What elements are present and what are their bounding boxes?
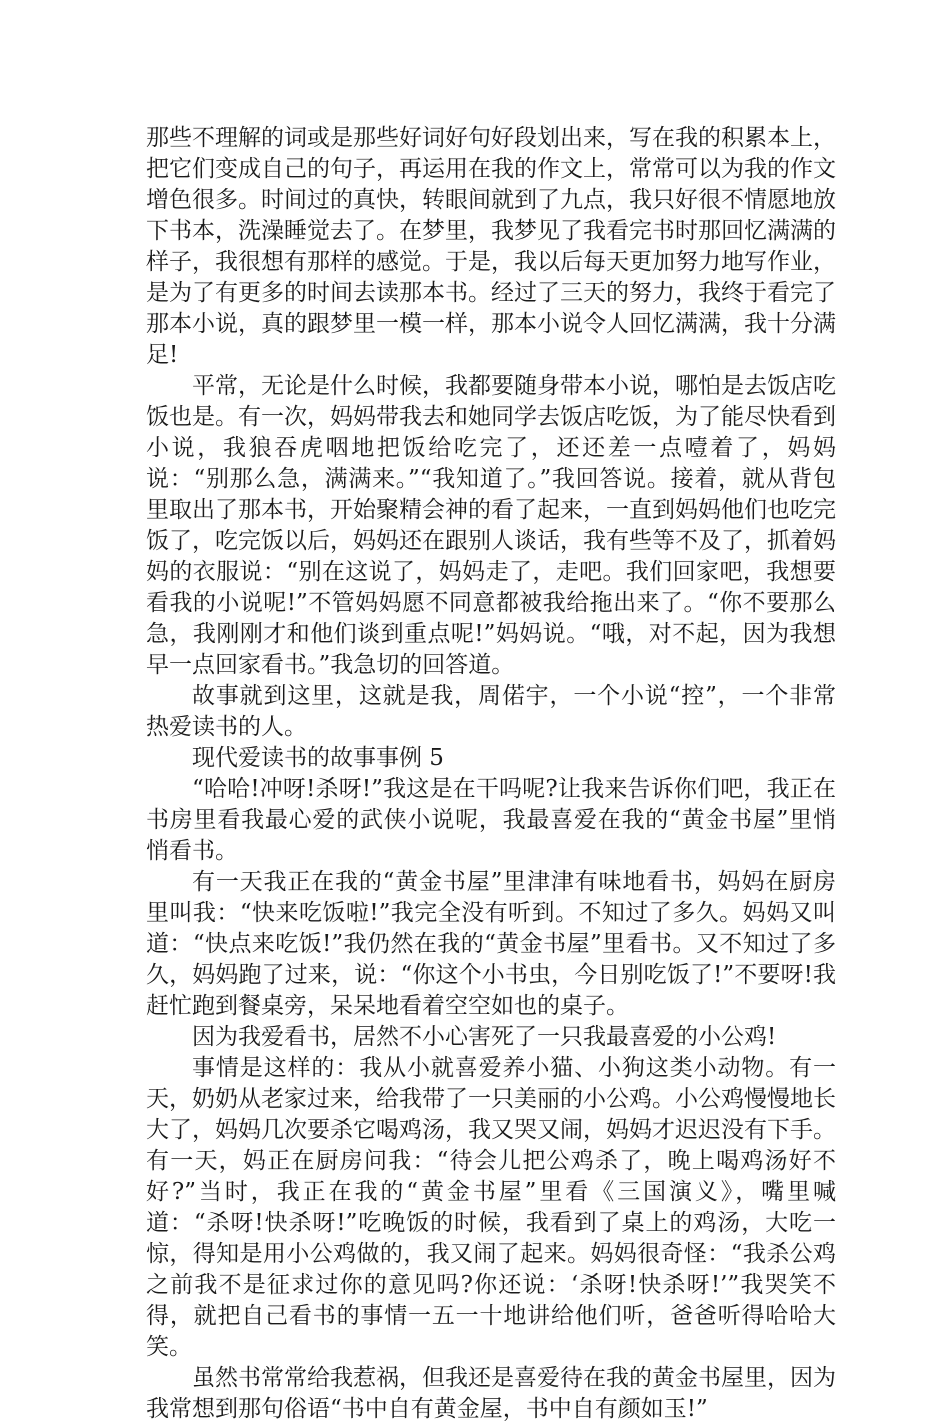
paragraph-7: 因为我爱看书，居然不小心害死了一只我最喜爱的小公鸡!	[192, 1024, 777, 1050]
paragraph-3: 故事就到这里，这就是我，周偌宇，一个小说“控”，一个非常热爱读书的人。	[146, 683, 836, 740]
document-body	[146, 123, 836, 1425]
paragraph-6: 有一天我正在我的“黄金书屋”里津津有味地看书，妈妈在厨房里叫我：“快来吃饭啦!”我完全没有听到。不知过了多久。妈妈又叫道：“快点来吃饭!”我仍然在我的“黄金书屋”里看书。又不知过了多久，妈妈跑了过来，说：“你这个小书虫，今日别吃饭了!”不要呀!我赶忙跑到餐桌旁，呆呆地看着空空如也的桌子。	[146, 869, 836, 1019]
paragraph-9: 虽然书常常给我惹祸，但我还是喜爱待在我的黄金书屋里，因为我常想到那句俗语“书中自有黄金屋，书中自有颜如玉!”	[146, 1365, 836, 1422]
paragraph-8: 事情是这样的：我从小就喜爱养小猫、小狗这类小动物。有一天，奶奶从老家过来，给我带了一只美丽的小公鸡。小公鸡慢慢地长大了，妈妈几次要杀它喝鸡汤，我又哭又闹，妈妈才迟迟没有下手。有一天，妈正在厨房问我：“待会儿把公鸡杀了，晚上喝鸡汤好不好?”当时，我正在我的“黄金书屋”里看《三国演义》，嘴里喊道：“杀呀!快杀呀!”吃晚饭的时候，我看到了桌上的鸡汤，大吃一惊，得知是用小公鸡做的，我又闹了起来。妈妈很奇怪：“我杀公鸡之前我不是征求过你的意见吗?你还说：‘杀呀!快杀呀!’”我哭笑不得，就把自己看书的事情一五一十地讲给他们听，爸爸听得哈哈大笑。	[146, 1055, 836, 1360]
paragraph-1: 那些不理解的词或是那些好词好句好段划出来，写在我的积累本上，把它们变成自己的句子，再运用在我的作文上，常常可以为我的作文增色很多。时间过的真快，转眼间就到了九点，我只好很不情愿地放下书本，洗澡睡觉去了。在梦里，我梦见了我看完书时那回忆满满的样子，我很想有那样的感觉。于是，我以后每天更加努力地写作业，是为了有更多的时间去读那本书。经过了三天的努力，我终于看完了那本小说，真的跟梦里一模一样，那本小说令人回忆满满，我十分满足!	[146, 125, 836, 368]
section-heading: 现代爱读书的故事事例 5	[192, 745, 444, 771]
paragraph-5: “哈哈!冲呀!杀呀!”我这是在干吗呢?让我来告诉你们吧，我正在书房里看我最心爱的武侠小说呢，我最喜爱在我的“黄金书屋”里悄悄看书。	[146, 776, 836, 864]
paragraph-2: 平常，无论是什么时候，我都要随身带本小说，哪怕是去饭店吃饭也是。有一次，妈妈带我去和她同学去饭店吃饭，为了能尽快看到小说，我狼吞虎咽地把饭给吃完了，还还差一点噎着了，妈妈说：“别那么急，满满来。”“我知道了。”我回答说。接着，就从背包里取出了那本书，开始聚精会神的看了起来，一直到妈妈他们也吃完饭了，吃完饭以后，妈妈还在跟别人谈话，我有些等不及了，抓着妈妈的衣服说：“别在这说了，妈妈走了，走吧。我们回家吧，我想要看我的小说呢!”不管妈妈愿不同意都被我给拖出来了。“你不要那么急，我刚刚才和他们谈到重点呢!”妈妈说。“哦，对不起，因为我想早一点回家看书。”我急切的回答道。	[146, 373, 836, 678]
